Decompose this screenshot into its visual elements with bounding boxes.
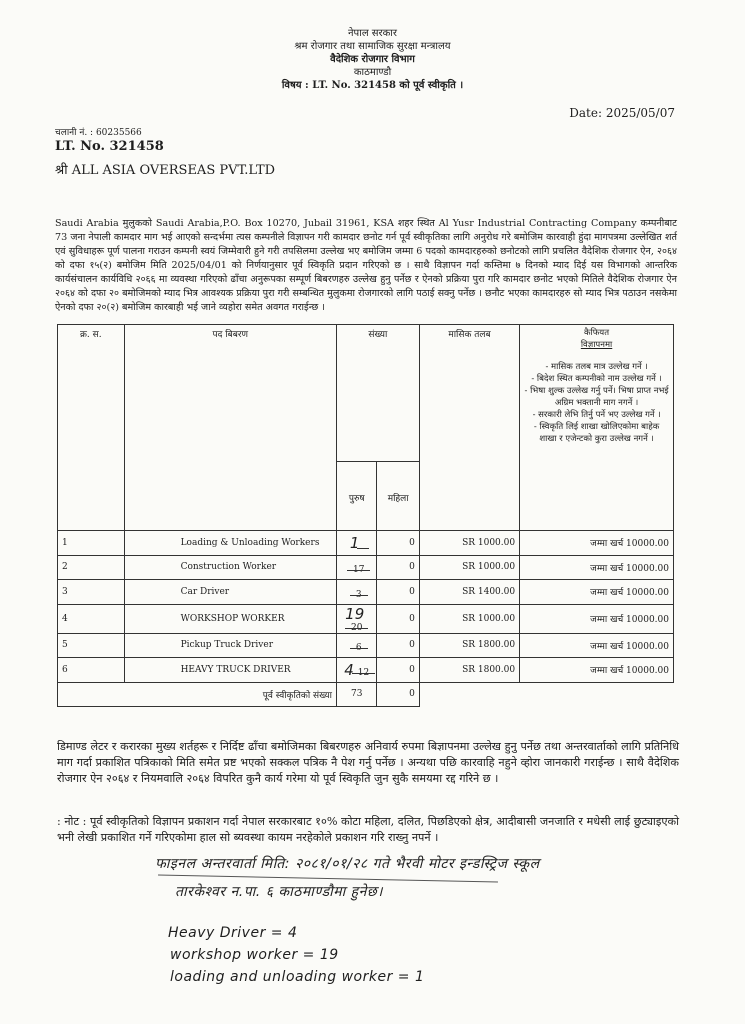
handwritten-location-line: तारकेश्वर न.पा. ६ काठमाण्डौमा हुनेछ।: [175, 884, 383, 900]
cell-male: [336, 633, 377, 658]
empty-cell: [419, 682, 519, 707]
column-header-post: पद बिबरण: [124, 325, 336, 531]
remarks-item: - सरकारी लेभि तिर्नु पर्ने भए उल्लेख गर्ने ।: [532, 410, 661, 420]
cell-post: Loading & Unloading Workers: [124, 531, 336, 556]
total-label: पूर्व स्वीकृतिको संख्या: [58, 682, 337, 707]
handwritten-heavy-driver: Heavy Driver = 4: [168, 925, 298, 941]
cell-remark: जम्मा खर्च 10000.00: [520, 604, 674, 633]
dispatch-number: चलानी नं. : 60235566: [55, 128, 142, 138]
table-row: [58, 555, 674, 580]
table-row: [58, 658, 674, 683]
cell-sn: 6: [58, 658, 125, 683]
note-text: : नोट : पूर्व स्वीकृतिको विज्ञापन प्रकाशन गर्दा नेपाल सरकारबाट १०% कोटा महिला, दलित, पिछडिएको क्षेत्र, आदीबासी जनजाति र मधेसी लाई छुट्याइएको भनी लेखी प्रकाशित गर्ने गरिएकोमा हाल सो ब्यवस्था कायम नरहेकोले प्रकाशन गरि राख्नु नपर्ने ।: [57, 815, 679, 844]
table-total-row: [58, 682, 674, 707]
male-struck: 20: [350, 622, 363, 633]
cell-male: [336, 555, 377, 580]
cell-post: WORKSHOP WORKER: [124, 604, 336, 633]
cell-salary: SR 1400.00: [419, 580, 519, 605]
cell-salary: SR 1000.00: [419, 604, 519, 633]
header-city: काठमाण्डौ: [353, 67, 392, 78]
column-header-male: पुरुष: [336, 462, 377, 531]
handwritten-interview-line: फाइनल अन्तरवार्ता मिति: २०८१/०१/२८ गते भैरवी मोटर इन्डस्ट्रिज स्कूल: [155, 856, 540, 872]
column-header-salary: मासिक तलब: [419, 325, 519, 531]
cell-male: [336, 531, 377, 556]
handwritten-loading-worker: loading and unloading worker = 1: [170, 969, 425, 985]
cell-salary: SR 1800.00: [419, 633, 519, 658]
handwritten-workshop-worker: workshop worker = 19: [170, 947, 339, 963]
male-handwritten: 1: [349, 533, 360, 552]
table-header-row: [58, 325, 674, 462]
cell-remark: जम्मा खर्च 10000.00: [520, 531, 674, 556]
cell-remark: जम्मा खर्च 10000.00: [520, 555, 674, 580]
cell-post: Pickup Truck Driver: [124, 633, 336, 658]
cell-female: 0: [377, 531, 419, 556]
remarks-item: - बिदेश स्थित कम्पनीको नाम उल्लेख गर्ने ।: [531, 374, 662, 384]
total-male: 73: [336, 682, 377, 707]
table-row: [58, 531, 674, 556]
table-row: [58, 604, 674, 633]
letter-date: Date: 2025/05/07: [569, 106, 675, 120]
cell-sn: 4: [58, 604, 125, 633]
cell-post: Car Driver: [124, 580, 336, 605]
table-row: [58, 633, 674, 658]
male-struck: 17: [352, 565, 365, 576]
column-header-female: महिला: [377, 462, 419, 531]
male-struck: 12: [357, 667, 370, 678]
column-header-remarks: [520, 325, 674, 531]
empty-cell: [520, 682, 674, 707]
cell-female: 0: [377, 658, 419, 683]
cell-remark: जम्मा खर्च 10000.00: [520, 658, 674, 683]
remarks-title: कैफियत: [584, 328, 610, 338]
cell-sn: 1: [58, 531, 125, 556]
cell-salary: SR 1800.00: [419, 658, 519, 683]
cell-male: [336, 658, 377, 683]
note-paragraph: [57, 814, 679, 846]
cell-female: 0: [377, 580, 419, 605]
remarks-item: - मासिक तलब मात्र उल्लेख गर्ने ।: [545, 362, 648, 372]
header-ministry: श्रम रोजगार तथा सामाजिक सुरक्षा मन्त्रालय: [294, 41, 451, 52]
column-header-count: संख्या: [336, 325, 419, 462]
cell-sn: 2: [58, 555, 125, 580]
lt-number: LT. No. 321458: [55, 139, 164, 154]
cell-sn: 3: [58, 580, 125, 605]
header-department: वैदेशिक रोजगार विभाग: [330, 54, 415, 65]
cell-salary: SR 1000.00: [419, 555, 519, 580]
cell-salary: SR 1000.00: [419, 531, 519, 556]
male-struck: 6: [355, 643, 362, 654]
male-handwritten: 4: [344, 660, 354, 679]
approval-table: [57, 324, 674, 707]
remarks-item: - स्विकृति लिई शाखा खोलिएकोमा बाहेक शाखा र एजेन्टको कुरा उल्लेख नगर्ने ।: [533, 422, 660, 444]
column-header-sn: क्र. स.: [58, 325, 125, 531]
cell-remark: जम्मा खर्च 10000.00: [520, 633, 674, 658]
government-header: [0, 27, 745, 92]
remarks-list: [524, 361, 669, 445]
cell-male: [336, 604, 377, 633]
table-row: [58, 580, 674, 605]
instructions-paragraph: डिमाण्ड लेटर र करारका मुख्य शर्तहरू र निर्दिष्ट ढाँचा बमोजिमका बिबरणहरु अनिवार्य रुपमा बिज्ञापनमा उल्लेख हुनु पर्नेछ तथा अन्तरवार्ताको लागि प्रतिनिधि माग गर्दा प्रकाशित पत्रिकाको मिति समेत प्रष्ट भएको सक्कल पत्रिक नै पेश गर्नु पर्नेछ । अन्यथा पछि कारवाहि नहुने व्होरा जानकारी गराईन्छ । साथै वैदेशिक रोजगार ऐन २०६४ र नियमवालि २०६४ विपरित कुनै कार्य गरेमा यो पूर्व स्विकृति जुन सुकै समयमा रद्द गरिने छ ।: [57, 740, 679, 785]
header-government: नेपाल सरकार: [348, 28, 397, 39]
addressee: श्री ALL ASIA OVERSEAS PVT.LTD: [55, 163, 276, 178]
remarks-subtitle: विज्ञापनमा: [580, 340, 613, 350]
male-handwritten: 19: [345, 604, 365, 623]
cell-female: 0: [377, 604, 419, 633]
cell-female: 0: [377, 555, 419, 580]
cell-remark: जम्मा खर्च 10000.00: [520, 580, 674, 605]
header-subject: विषय : LT. No. 321458 को पूर्व स्वीकृति ।: [281, 80, 464, 91]
total-female: 0: [377, 682, 419, 707]
cell-male: [336, 580, 377, 605]
cell-sn: 5: [58, 633, 125, 658]
remarks-item: - भिषा शुल्क उल्लेख गर्नु पर्ने। भिषा प्राप्त नभई अग्रिम भक्तानी माग नगर्ने ।: [524, 386, 669, 408]
cell-post: Construction Worker: [124, 555, 336, 580]
approval-paragraph: Saudi Arabia मुलुकको Saudi Arabia,P.O. Box 10270, Jubail 31961, KSA शहर स्थित Al Yusr Industrial Contracting Company कम्पनीबाट 73 जना नेपाली कामदार माग भई आएको सन्दर्भमा त्यस कम्पनीले विज्ञापन गरी कामदार छनोट गर्न पूर्व स्वीकृतिका लागि अनुरोध गरे बमोजिम कारवाही हुंदा मागपत्रमा उल्लेखित शर्त एवं सुविधाहरू पूर्ण पालना गराउन कम्पनी स्वयं जिम्मेवारी हुने गरी तपसिलमा उल्लेख भए बमोजिम जम्मा 6 पदको कामदारहरुको छनोटको लागि प्रचलित वैदेशिक रोजगार ऐन, २०६४ को दफा १५(२) बमोजिम मिति 2025/04/01 को निर्णयानुसार पूर्व स्विकृति प्रदान गरिएको छ । साथै विज्ञापन गर्दा कम्तिमा ७ दिनको म्याद दिई यस विभागको आन्तरिक कार्यसंचालन कार्यविधि २०६६ मा व्यवस्था गरिएको ढाँचा अनुरूपका सम्पूर्ण बिबरणहरु उल्लेख हुनु पर्नेछ र ऐनको प्रक्रिया पुरा गरि कामदार छनोट भएको मितिले वैदेशिक रोजगार ऐन २०६४ को दफा २० बमोजिमको म्याद भित्र आवश्यक प्रक्रिया पुरा गरी सम्बन्धित मुलुकमा रोजगारको लागि पठाई सक्नु पर्नेछ । छनौट भएका कामदारहरु सो म्याद भित्र पठाउन नसकेमा ऐनको दफा २०(२) बमोजिम कारबाही भई जाने व्यहोरा समेत अवगत गराईन्छ ।: [55, 218, 677, 313]
cell-female: 0: [377, 633, 419, 658]
male-struck: 3: [355, 589, 362, 600]
cell-post: HEAVY TRUCK DRIVER: [124, 658, 336, 683]
